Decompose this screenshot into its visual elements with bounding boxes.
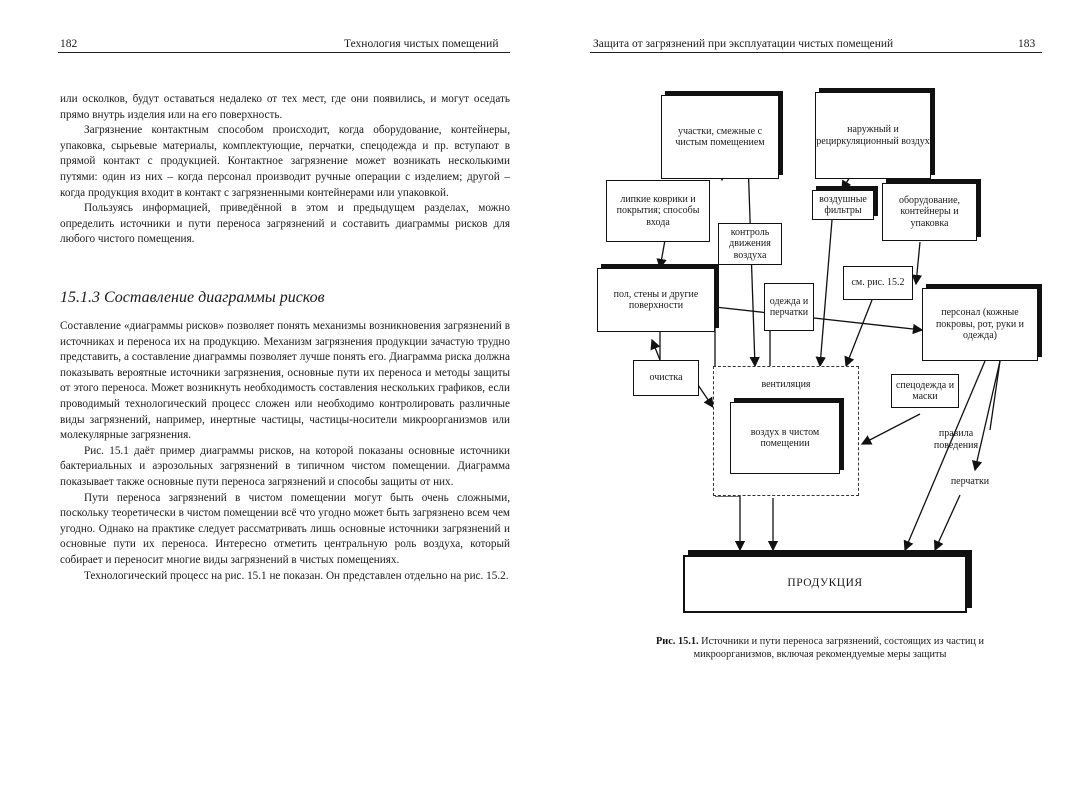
paragraph: Рис. 15.1 даёт пример диаграммы рисков, на которой показаны основные источники бактериальных и аэрозольных загрязнений в типичном чистом помещении. Диаграмма показывает также основные пути переноса загрязнений и способы защиты от них. [60,444,510,488]
arrow-cleaning-to-air [698,385,713,407]
left-running-title: Технология чистых помещений [344,38,499,50]
section-title: 15.1.3 Составление диаграммы рисков [60,289,325,306]
box-air-filters: воздушные фильтры [812,190,874,220]
arrow-filters-to-ventilation [820,220,832,366]
left-page-number: 182 [60,38,78,50]
arrow-cleaning-to-surfaces [652,340,660,360]
arrow-gloves-to-product [935,495,960,550]
paragraph: Технологический процесс на рис. 15.1 не показан. Он представлен отдельно на рис. 15.2. [84,569,509,582]
label-gloves: перчатки [950,476,990,487]
paragraph: Составление «диаграммы рисков» позволяет понять механизмы возникновения загрязнений в источниках и переноса их на продукцию. Механизм загрязнения продукции зачастую трудно представить, а составление диаграммы позволяет лучше понять его. Диаграмма риска должна показывать вероятные источники загрязнения, основные пути их переноса и методы защиты от этого переноса. Может возникнуть необходимость составления нескольких графиков, если проводимый технологический процесс сложен или необходимо контролировать различные виды загрязнений, например, инертные частицы, частицы-носители микроорганизмов или молекулярные загрязнения. [60,320,510,442]
box-garments-masks: спецодежда и маски [891,374,959,408]
right-page-number: 183 [1018,38,1036,50]
paragraph: Загрязнение контактным способом происходит, когда оборудование, контейнеры, упаковка, сырьевые материалы, комплектующие, перчатки, спецодежда и пр. вступают в прямой контакт с продукцией. Контактное загрязнение может возникать несколькими путями: один из них – когда персонал производит ручные операции с изделием; другой – когда продукция входит в контакт с загрязненными контейнерами или упаковкой. [60,124,510,199]
label-behaviour-rules: правила поведения [933,428,979,451]
arrow-garments-to-air [862,414,920,444]
arrow-equipment-to-personnel [916,242,920,284]
box-airflow-control: контроль движения воздуха [718,223,782,265]
box-surfaces: пол, стены и другие поверхности [597,268,715,332]
box-clothing-gloves: одежда и перчатки [764,283,814,331]
box-cleanroom-air: воздух в чистом помещении [730,402,840,474]
box-cleaning: очистка [633,360,699,396]
box-sticky-mats: липкие коврики и покрытия; способы входа [606,180,710,242]
arrow-seefig-to-ventilation [846,300,872,366]
ventilation-label: вентиляция [761,379,811,390]
paragraph: Пользуясь информацией, приведённой в этом и предыдущем разделах, можно определить источники и пути переноса загрязнений и составить диаграммы рисков для любого чистого помещения. [60,202,510,246]
caption-label: Рис. 15.1. [656,636,699,647]
box-adjacent-areas: участки, смежные с чистым помещением [661,95,779,179]
box-see-fig: см. рис. 15.2 [843,266,913,300]
box-outside-air: наружный и рециркуляционный воздух [815,92,931,179]
figure-caption [620,635,1020,661]
box-personnel: персонал (кожные покровы, рот, руки и одежда) [922,288,1038,361]
arrow-mats-to-surfaces [660,240,665,268]
box-equipment: оборудование, контейнеры и упаковка [882,183,977,241]
paragraph: Пути переноса загрязнений в чистом помещении могут быть очень сложными, поскольку теоретически в чистом помещении всё что угодно может быть загрязнено всем чем угодно. Однако на практике следует рассматривать лишь основные источники загрязнений и основные пути их переноса. Интересно отметить центральную роль воздуха, который собирает и переносит многие виды загрязнений в чистых помещениях. [60,491,510,566]
paragraph: или осколков, будут оставаться недалеко от тех мест, где они появились, и могут оседать прямо внутрь изделия или на его поверхность. [60,93,510,121]
right-running-title: Защита от загрязнений при эксплуатации чистых помещений [593,38,894,50]
arrow-surfaces-personnel [715,307,922,330]
caption-text: Источники и пути переноса загрязнений, состоящих из частиц и микроорганизмов, включая рекомендуемые меры защиты [693,636,984,660]
box-product: ПРОДУКЦИЯ [683,555,967,613]
